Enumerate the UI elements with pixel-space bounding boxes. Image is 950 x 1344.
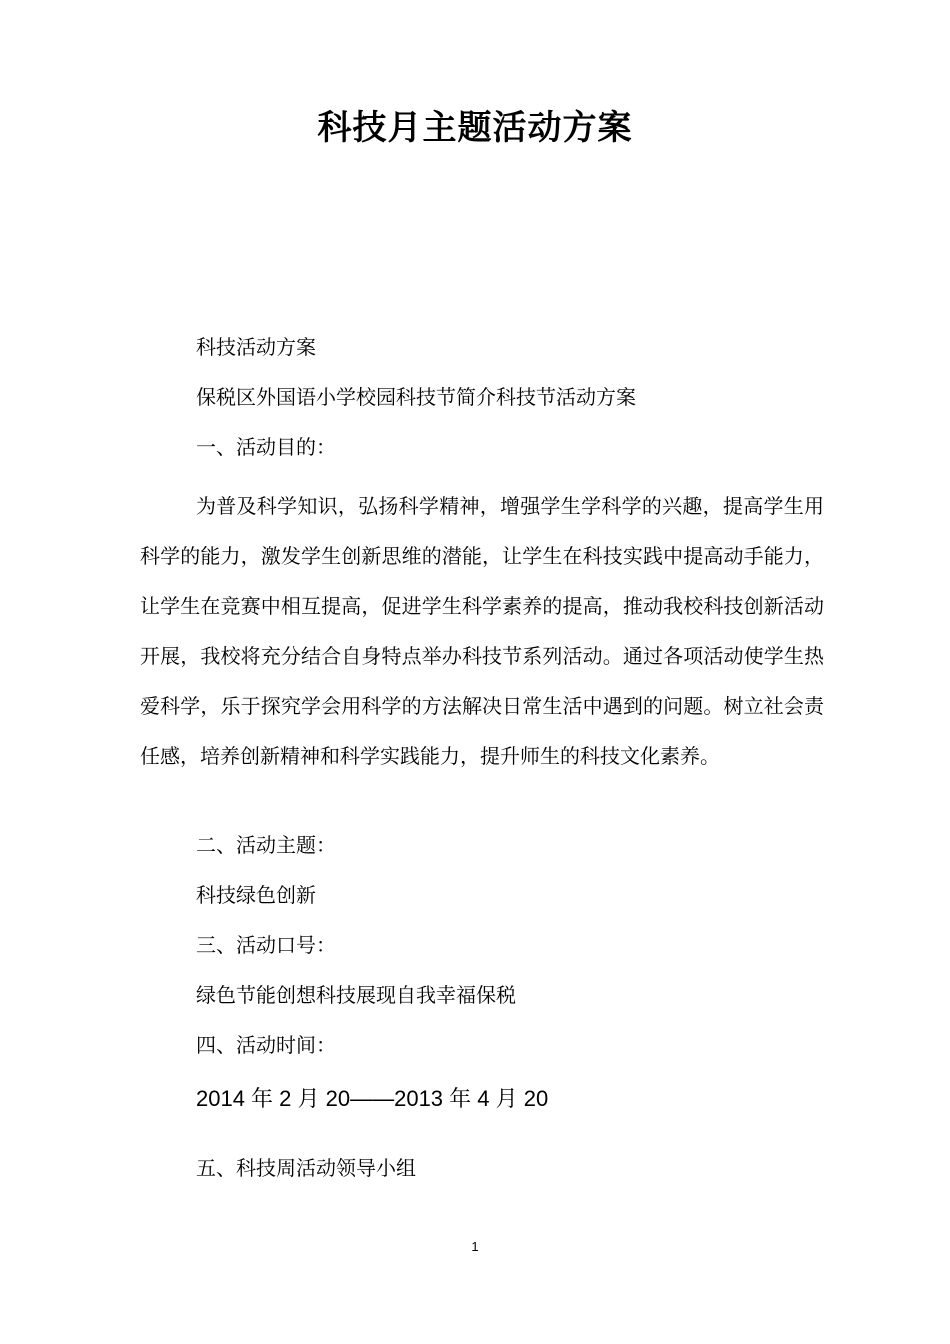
section-heading-theme: 二、活动主题： — [196, 833, 336, 857]
section-heading-leadership: 五、科技周活动领导小组 — [196, 1156, 416, 1180]
document-title: 科技月主题活动方案 — [317, 108, 633, 148]
plan-heading: 科技活动方案 — [196, 335, 316, 359]
date-range-text: 2014 年 2 月 20——2013 年 4 月 20 — [196, 1086, 549, 1111]
purpose-paragraph: 为普及科学知识，弘扬科学精神，增强学生学科学的兴趣，提高学生用科学的能力，激发学生创新思维的潜能，让学生在科技实践中提高动手能力，让学生在竞赛中相互提高，促进学生科学素养的提高，推动我校科技创新活动开展，我校将充分结合自身特点举办科技节系列活动。通过各项活动使学生热爱科学，乐于探究学会用科学的方法解决日常生活中遇到的问题。树立社会责任感，培养创新精神和科学实践能力，提升师生的科技文化素养。 — [140, 494, 824, 768]
slogan-text: 绿色节能创想科技展现自我幸福保税 — [196, 983, 516, 1007]
page-number: 1 — [471, 1239, 479, 1254]
theme-text: 科技绿色创新 — [196, 883, 316, 907]
section-heading-time: 四、活动时间： — [196, 1033, 336, 1057]
school-intro-line: 保税区外国语小学校园科技节简介科技节活动方案 — [196, 385, 636, 409]
section-heading-purpose: 一、活动目的： — [196, 435, 336, 459]
section-heading-slogan: 三、活动口号： — [196, 933, 336, 957]
